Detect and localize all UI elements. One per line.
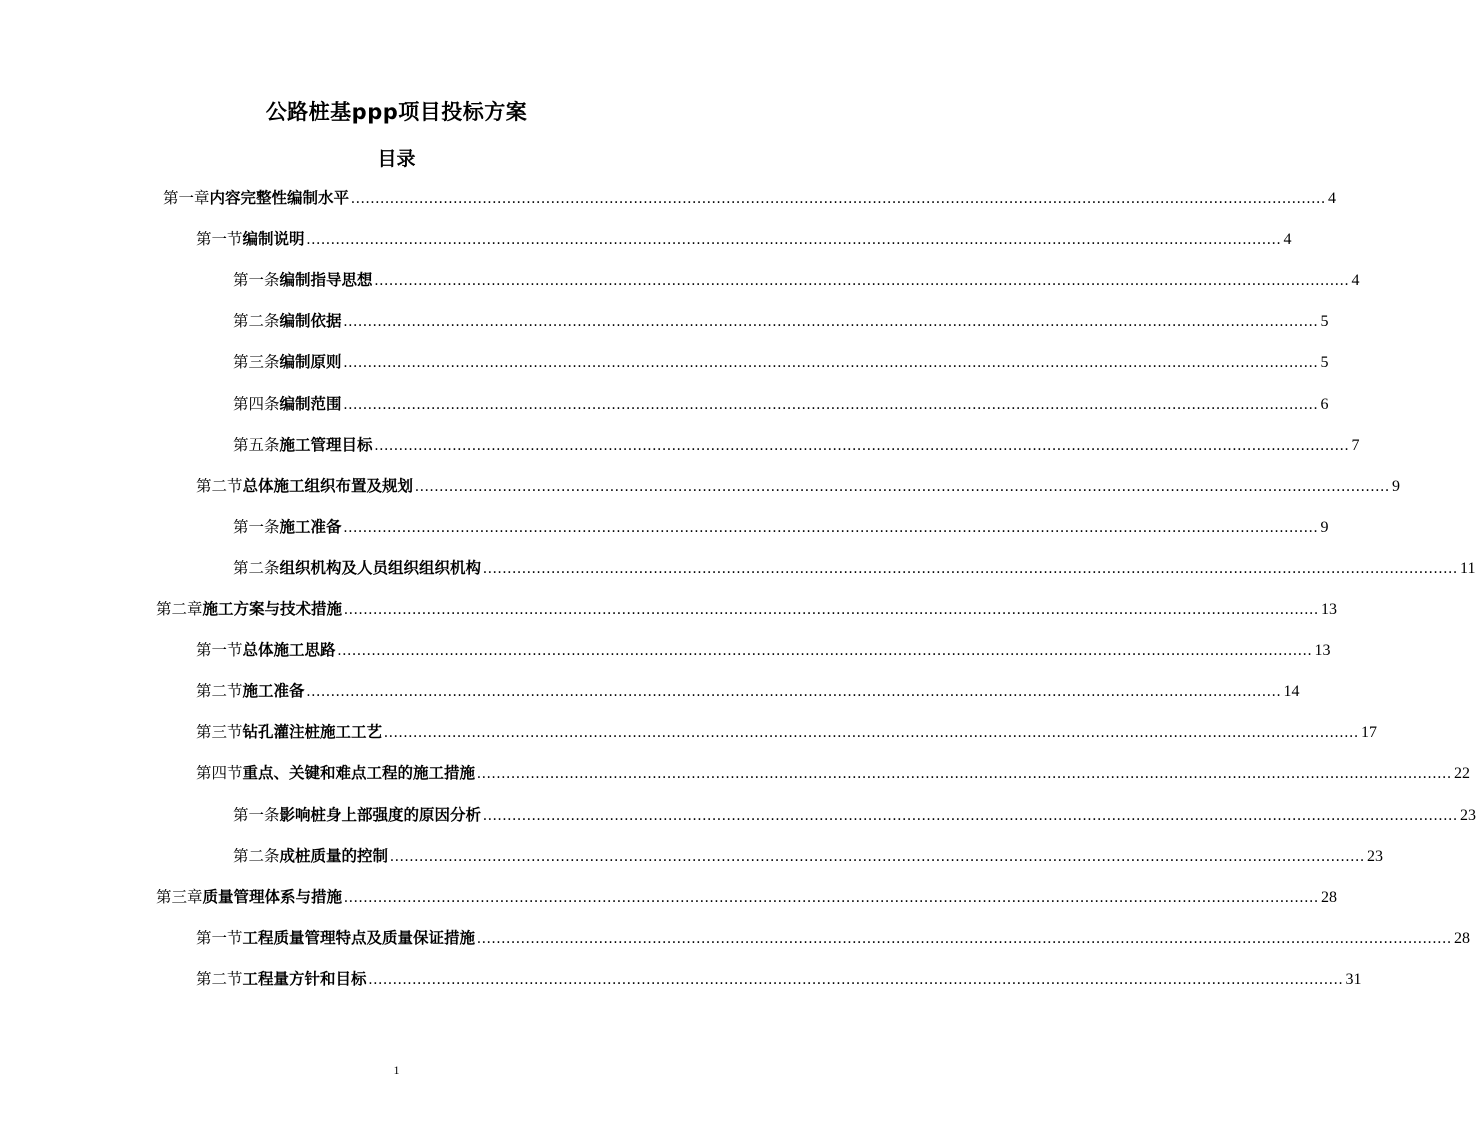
toc-entry[interactable] xyxy=(233,268,1360,292)
toc-entry-page-number: 28 xyxy=(1454,930,1471,947)
toc-entry-title: 总体施工组织布置及规划 xyxy=(242,477,414,495)
toc-entry-title: 重点、关键和难点工程的施工措施 xyxy=(242,764,476,782)
toc-entry-number: 第二节 xyxy=(196,477,243,495)
toc-entry-page-number: 5 xyxy=(1320,354,1329,371)
toc-entry-title: 编制依据 xyxy=(279,312,342,330)
toc-entry-page-number: 7 xyxy=(1351,437,1360,454)
toc-entry-number: 第三条 xyxy=(233,353,280,371)
toc-entry-title: 工程质量管理特点及质量保证措施 xyxy=(242,929,476,947)
toc-entry-title: 影响桩身上部强度的原因分析 xyxy=(279,806,482,824)
toc-entry-page-number: 4 xyxy=(1283,231,1292,248)
toc-entry-page-number: 13 xyxy=(1314,642,1331,659)
toc-entry[interactable] xyxy=(156,885,1338,909)
toc-entry[interactable] xyxy=(163,186,1337,210)
toc-entry[interactable] xyxy=(233,556,1476,580)
toc-entry-leader-dots: ........................................................................................................................................................................................................ xyxy=(374,437,1350,454)
toc-entry-number: 第二节 xyxy=(196,682,243,700)
toc-entry-page-number: 22 xyxy=(1454,765,1471,782)
toc-entry-title: 施工准备 xyxy=(279,518,342,536)
toc-entry-number: 第一节 xyxy=(196,641,243,659)
toc-entry[interactable] xyxy=(233,844,1384,868)
footer-page-number: 1 xyxy=(393,1063,400,1077)
toc-entry-leader-dots: ........................................................................................................................................................................................................ xyxy=(477,765,1453,782)
toc-entry-leader-dots: ........................................................................................................................................................................................................ xyxy=(337,642,1313,659)
toc-entry[interactable] xyxy=(196,227,1292,251)
toc-entry-page-number: 4 xyxy=(1351,272,1360,289)
toc-entry-page-number: 11 xyxy=(1460,560,1476,577)
toc-entry-leader-dots: ........................................................................................................................................................................................................ xyxy=(343,519,1319,536)
toc-entry-leader-dots: ........................................................................................................................................................................................................ xyxy=(306,683,1282,700)
toc-entry-page-number: 28 xyxy=(1321,889,1338,906)
toc-entry-number: 第五条 xyxy=(233,436,280,454)
toc-entry-number: 第一条 xyxy=(233,271,280,289)
toc-entry[interactable] xyxy=(156,597,1338,621)
toc-entry-number: 第一节 xyxy=(196,230,243,248)
toc-entry-page-number: 9 xyxy=(1320,519,1329,536)
toc-entry-page-number: 13 xyxy=(1321,601,1338,618)
toc-entry-number: 第二条 xyxy=(233,559,280,577)
toc-entry-title: 质量管理体系与措施 xyxy=(202,888,343,906)
toc-entry-title: 钻孔灌注桩施工工艺 xyxy=(242,723,383,741)
toc-entry[interactable] xyxy=(196,761,1471,785)
toc-entry-number: 第一节 xyxy=(196,929,243,947)
toc-entry-leader-dots: ........................................................................................................................................................................................................ xyxy=(483,807,1459,824)
toc-entry[interactable] xyxy=(196,720,1378,744)
toc-entry-title: 成桩质量的控制 xyxy=(279,847,389,865)
toc-entry-page-number: 9 xyxy=(1392,478,1401,495)
toc-entry-leader-dots: ........................................................................................................................................................................................................ xyxy=(351,190,1327,207)
toc-entry-leader-dots: ........................................................................................................................................................................................................ xyxy=(343,396,1319,413)
toc-entry-leader-dots: ........................................................................................................................................................................................................ xyxy=(483,560,1459,577)
toc-entry-number: 第二条 xyxy=(233,847,280,865)
document-title: 公路桩基ppp项目投标方案 xyxy=(265,100,528,124)
toc-entry-page-number: 23 xyxy=(1460,807,1476,824)
toc-entry-page-number: 14 xyxy=(1283,683,1300,700)
toc-entry[interactable] xyxy=(196,926,1471,950)
toc-entry-number: 第二条 xyxy=(233,312,280,330)
toc-entry-number: 第二章 xyxy=(156,600,203,618)
toc-entry-title: 内容完整性编制水平 xyxy=(209,189,350,207)
toc-entry-leader-dots: ........................................................................................................................................................................................................ xyxy=(477,930,1453,947)
toc-entry[interactable] xyxy=(196,474,1401,498)
toc-entry-leader-dots: ........................................................................................................................................................................................................ xyxy=(343,354,1319,371)
toc-entry-page-number: 5 xyxy=(1320,313,1329,330)
toc-entry-title: 编制指导思想 xyxy=(279,271,373,289)
toc-entry-leader-dots: ........................................................................................................................................................................................................ xyxy=(415,478,1391,495)
toc-entry-page-number: 31 xyxy=(1345,971,1362,988)
toc-entry-number: 第一条 xyxy=(233,518,280,536)
toc-entry-page-number: 17 xyxy=(1361,724,1378,741)
toc-entry[interactable] xyxy=(233,515,1329,539)
toc-entry-number: 第三节 xyxy=(196,723,243,741)
toc-entry[interactable] xyxy=(233,392,1329,416)
toc-entry-leader-dots: ........................................................................................................................................................................................................ xyxy=(368,971,1344,988)
toc-entry-title: 编制说明 xyxy=(242,230,305,248)
toc-entry[interactable] xyxy=(233,433,1360,457)
toc-entry[interactable] xyxy=(233,309,1329,333)
toc-entry-title: 施工准备 xyxy=(242,682,305,700)
toc-entry-number: 第四条 xyxy=(233,395,280,413)
toc-entry-title: 编制范围 xyxy=(279,395,342,413)
toc-entry-number: 第三章 xyxy=(156,888,203,906)
toc-entry-leader-dots: ........................................................................................................................................................................................................ xyxy=(374,272,1350,289)
toc-entry-title: 编制原则 xyxy=(279,353,342,371)
toc-entry-number: 第一章 xyxy=(163,189,210,207)
toc-entry-title: 施工方案与技术措施 xyxy=(202,600,343,618)
toc-entry-leader-dots: ........................................................................................................................................................................................................ xyxy=(390,848,1366,865)
toc-entry[interactable] xyxy=(196,967,1362,991)
toc-entry-page-number: 23 xyxy=(1367,848,1384,865)
toc-entry-title: 总体施工思路 xyxy=(242,641,336,659)
toc-entry[interactable] xyxy=(233,350,1329,374)
toc-entry-page-number: 6 xyxy=(1320,396,1329,413)
toc-entry[interactable] xyxy=(196,638,1331,662)
toc-entry-leader-dots: ........................................................................................................................................................................................................ xyxy=(344,889,1320,906)
toc-entry[interactable] xyxy=(196,679,1300,703)
toc-entry-title: 工程量方针和目标 xyxy=(242,970,367,988)
toc-entry-number: 第二节 xyxy=(196,970,243,988)
toc-entry-number: 第四节 xyxy=(196,764,243,782)
toc-entry[interactable] xyxy=(233,803,1476,827)
toc-entry-leader-dots: ........................................................................................................................................................................................................ xyxy=(344,601,1320,618)
toc-entry-title: 组织机构及人员组织组织机构 xyxy=(279,559,482,577)
toc-entry-leader-dots: ........................................................................................................................................................................................................ xyxy=(306,231,1282,248)
toc-entry-leader-dots: ........................................................................................................................................................................................................ xyxy=(343,313,1319,330)
toc-entry-title: 施工管理目标 xyxy=(279,436,373,454)
toc-entry-leader-dots: ........................................................................................................................................................................................................ xyxy=(384,724,1360,741)
toc-heading: 目录 xyxy=(377,148,416,170)
toc-entry-number: 第一条 xyxy=(233,806,280,824)
toc-entry-page-number: 4 xyxy=(1328,190,1337,207)
